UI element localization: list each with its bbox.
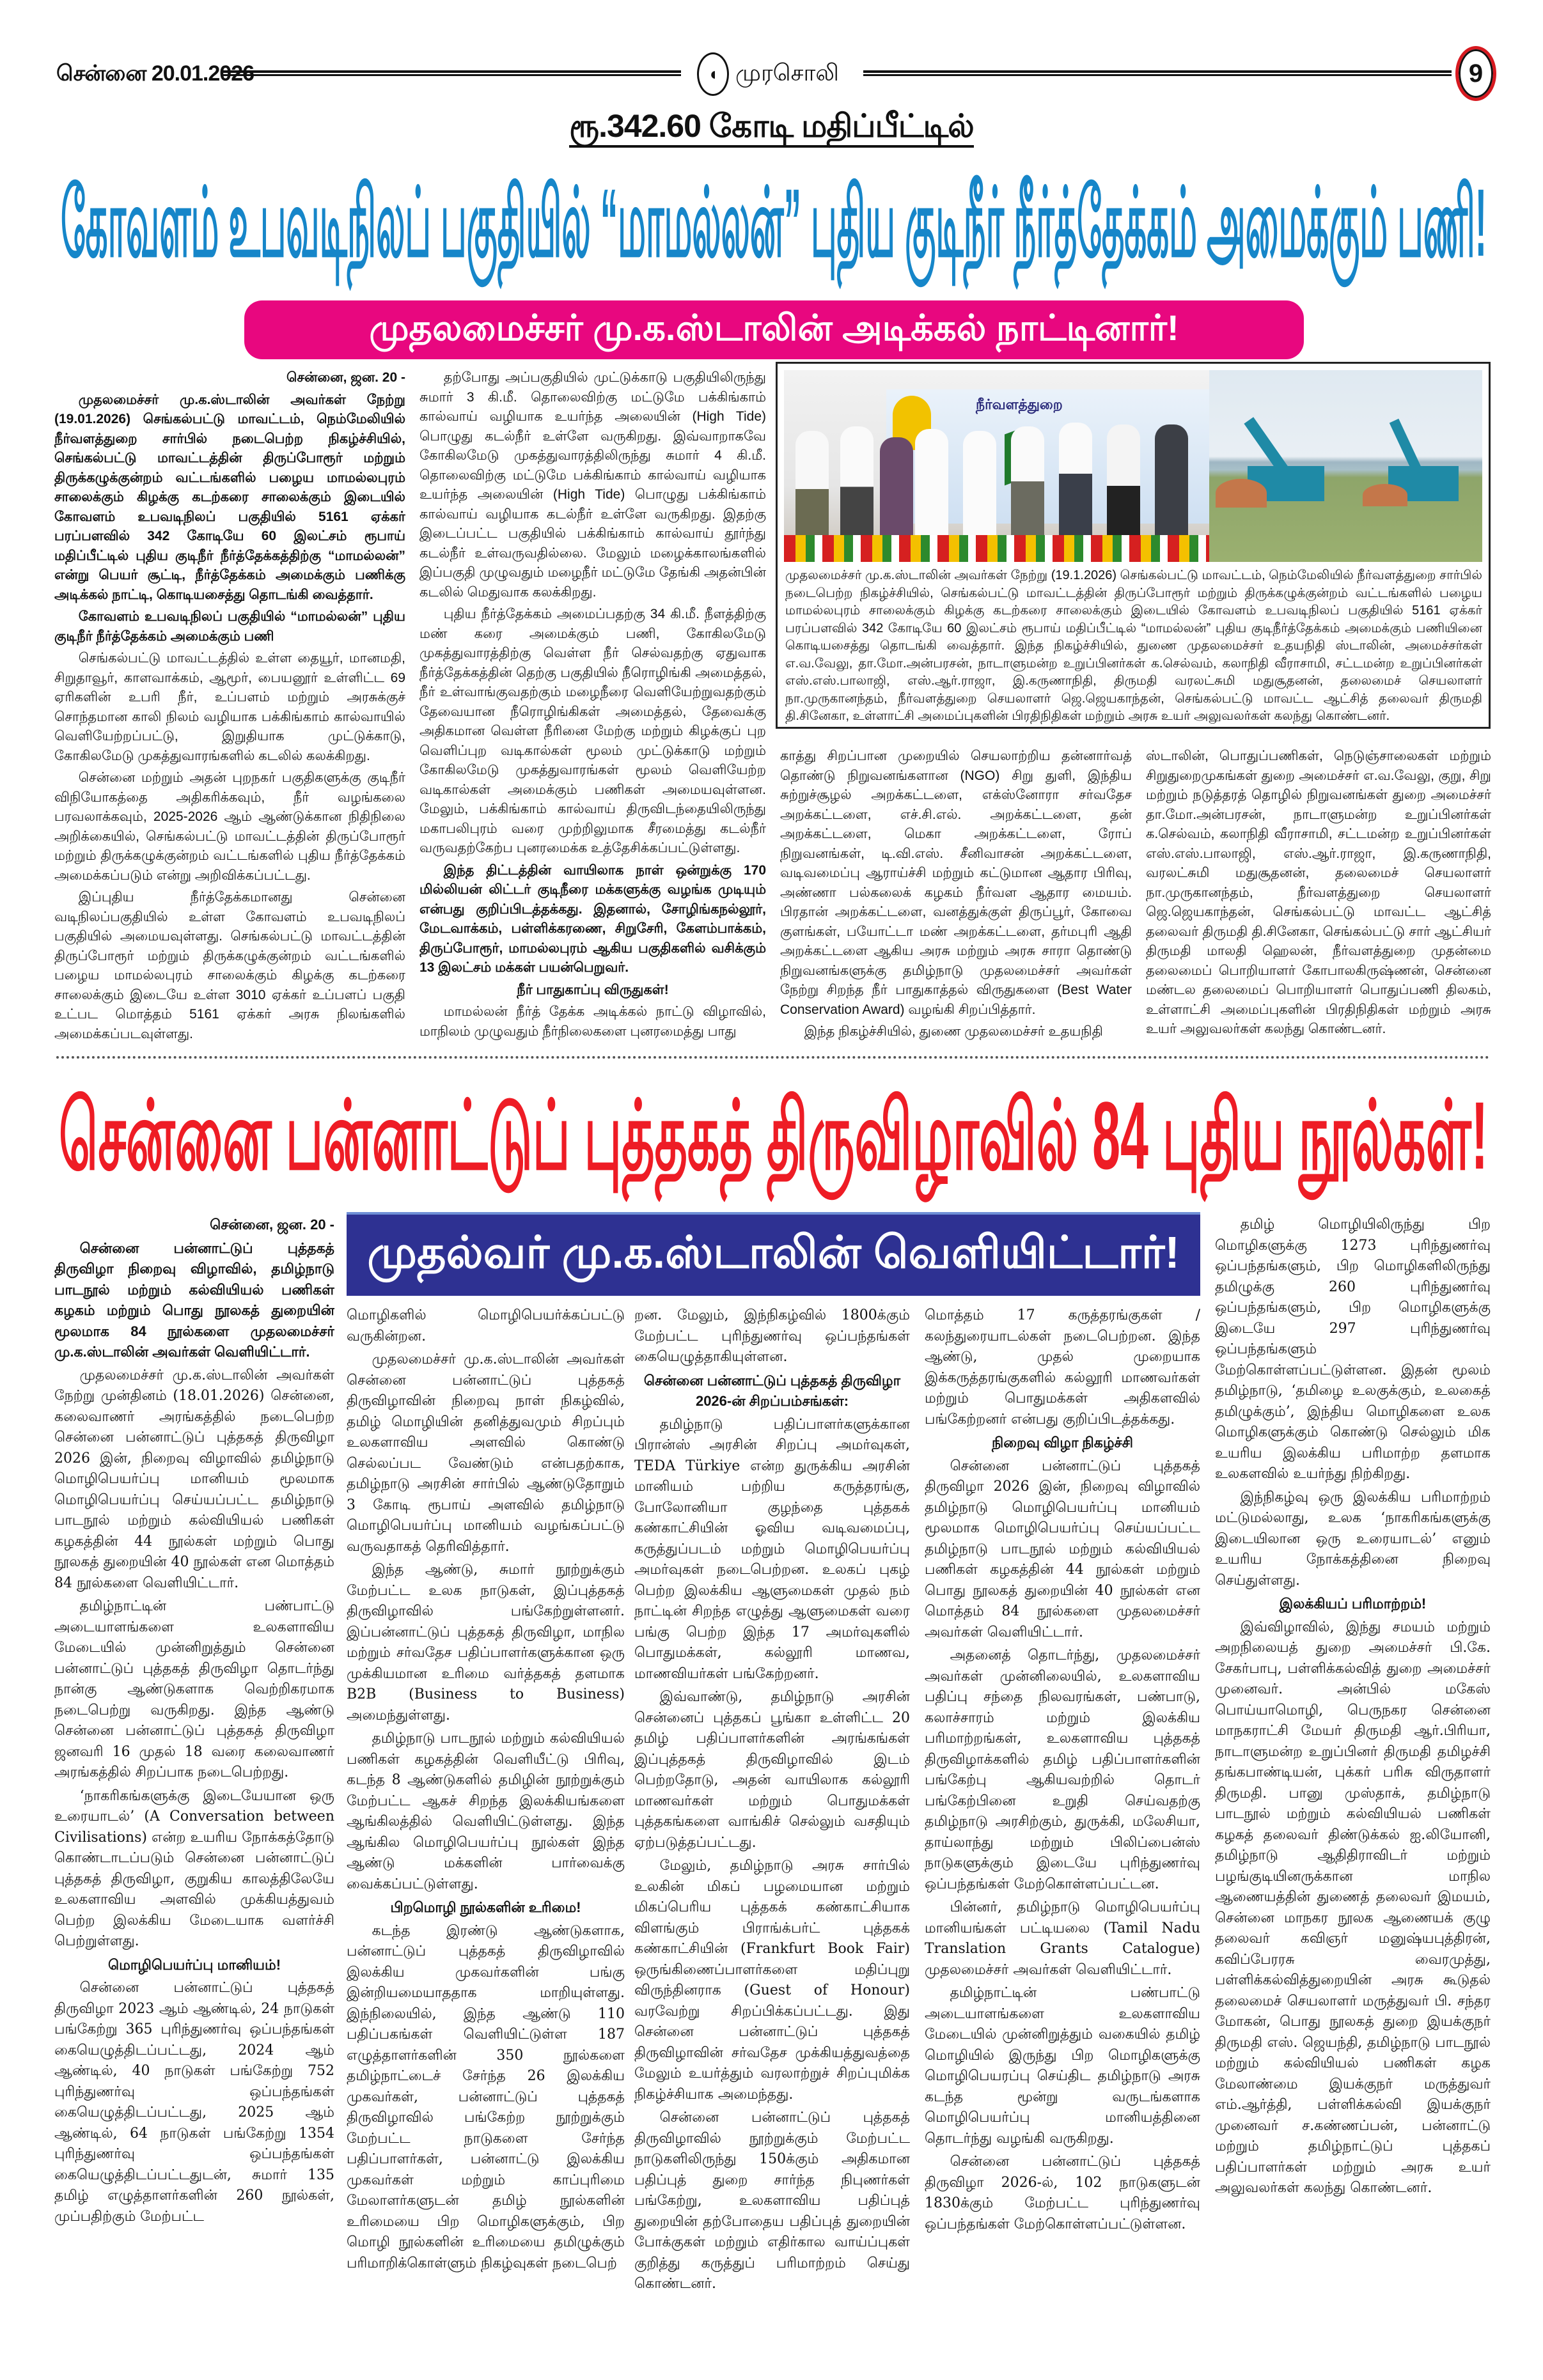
story2-banner [347,1212,1200,1296]
paragraph: முதலமைச்சர் மு.க.ஸ்டாலின் அவர்கள் சென்னை பன்னாட்டுப் புத்தகத் திருவிழாவின் நிறைவு நாள் நிகழ்வில், தமிழ் மொழியின் தனித்துவமும் சிறப்பும் உலகளாவிய அளவில் கொண்டு செல்லப்பட வேண்டும் என்பதற்காக, தமிழ்நாடு அரசின் சார்பில் ஆண்டுதோறும் 3 கோடி ரூபாய் அளவில் தமிழ்நாடு மொழிபெயர்ப்பு மானியம் வழங்கப்பட்டு வருவதாகத் தெரிவித்தார். [347,1351,625,1555]
soil-mound [1216,479,1267,508]
paragraph: தமிழ்நாட்டின் பண்பாட்டு அடையாளங்களை உலகளாவிய மேடையில் முன்னிறுத்தும் வகையில் தமிழ் மொழியில் இருந்து பிற மொழிகளுக்கு மொழிபெயரப்பு செய்திட தமிழ்நாடு அரசு கடந்த மூன்று வருடங்களாக மொழிபெயர்ப்பு மானியத்தினை தொடர்ந்து வழங்கி வருகிறது. [925,1985,1200,2147]
person [915,429,948,536]
soil-mound [1363,484,1407,506]
event-photo [784,370,1482,562]
story1-banner [244,300,1304,359]
excavator-arm [1244,417,1288,473]
headline-text: சென்னை பன்னாட்டுப் புத்தகத் திருவிழாவில் 84 புதிய நூல்கள்! [59,1082,1488,1189]
story1-kicker [0,107,1543,149]
paragraph: சென்னை பன்னாட்டுப் புத்தகத் திருவிழா 2026-ல், 102 நாடுகளுடன் 1830க்கும் மேற்பட்ட புரிந்துணர்வு ஒப்பந்தங்கள் மேற்கொள்ளப்பட்டுள்ளன. [925,2154,1200,2232]
paragraph: இந்த ஆண்டு, சுமார் நூற்றுக்கும் மேற்பட்ட உலக நாடுகள், இப்புத்தகத் திருவிழாவில் பங்கேற்றுள்ளனர். இப்பன்னாட்டுப் புத்தகத் திருவிழா, மாநில மற்றும் சர்வதேச பதிப்பாளர்களுக்கான ஒரு முக்கியமான உரிமை வர்த்தகத் தளமாக B2B (Business to Business) அமைந்துள்ளது. [347,1562,625,1723]
person [1011,426,1044,536]
story2-headline [59,1080,1488,1191]
paragraph: முதலமைச்சர் மு.க.ஸ்டாலின் அவர்கள் நேற்று முன்தினம் (18.01.2026) சென்னை, கலைவாணர் அரங்கத்தில் நடைபெற்ற சென்னை பன்னாட்டுப் புத்தகத் திருவிழா 2026 இன், நிறைவு விழாவில் தமிழ்நாடு மொழிபெயர்ப்பு மானியம் மூலமாக மொழிபெயர்ப்பு செய்யப்பட்ட தமிழ்நாடு பாடநூல் மற்றும் கல்வியியல் பணிகள் கழகத்தின் 44 நூல்கள் மற்றும் பொது நூலகத் துறையின் 40 நூல்கள் என மொத்தம் 84 நூல்களை வெளியிட்டார். [54,1367,334,1591]
person [840,426,873,536]
paragraph: பின்னர், தமிழ்நாடு மொழிபெயர்ப்பு மானியங்கள் பட்டியலை (Tamil Nadu Translation Grants Catalogue) முதலமைச்சர் அவர்கள் வெளியிட்டார். [925,1899,1200,1978]
bold-paragraph: இந்த திட்டத்தின் வாயிலாக நாள் ஒன்றுக்கு 170 மில்லியன் லிட்டர் குடிநீரை மக்களுக்கு வழங்க முடியும் என்பது குறிப்பிடத்தக்கது. இதனால், சோழிங்கநல்லூர், மேடவாக்கம், பள்ளிக்கரணை, சிறுசேரி, கேளம்பாக்கம், திருப்போரூர், மாமல்லபுரம் ஆகிய பகுதிகளில் வசிக்கும் 13 இலட்சம் மக்கள் பயன்பெறுவர். [419,862,766,975]
paragraph-continued: மொழிகளில் மொழிபெயர்க்கப்பட்டு வருகின்றன. [347,1307,625,1344]
paragraph: இந்நிகழ்வு ஒரு இலக்கிய பரிமாற்றம் மட்டுமல்லாது, உலக ‘நாகரிகங்களுக்கு இடையிலான ஒரு உரையாடல்’ எனும் உயரிய நோக்கத்தினை நிறைவு செய்துள்ளது. [1215,1489,1491,1589]
section-divider [56,1056,1490,1059]
paragraph: சென்னை பன்னாட்டுப் புத்தகத் திருவிழா 2026 இன், நிறைவு விழாவில் தமிழ்நாடு மொழிபெயர்ப்பு மானியம் மூலமாக மொழிபெயர்ப்பு செய்யப்பட்ட தமிழ்நாடு பாடநூல் மற்றும் கல்வியியல் பணிகள் கழகத்தின் 44 நூல்கள் மற்றும் பொது நூலகத் துறையின் 40 நூல்கள் என மொத்தம் 84 நூல்களை முதலமைச்சர் அவர்கள் வெளியிட்டார். [925,1458,1200,1640]
article-column [1215,1215,1491,2353]
article-column [1146,747,1491,1054]
story1-headline [61,167,1487,295]
subheading: மொழிபெயர்ப்பு மானியம்! [107,1956,281,1973]
paragraph-continued: காத்து சிறப்பான முறையில் செயலாற்றிய தன்னார்வத் தொண்டு நிறுவனங்களான (NGO) சிறு துளி, இந்திய சுற்றுச்சூழல் அறக்கட்டளை, எக்ஸ்னோரா சர்வதேச அறக்கட்டளை, எச்.சி.எல். அறக்கட்டளை, தன் அறக்கட்டளை, மெகா அறக்கட்டளை, ரோப் நிறுவனங்கள், டி.வி.எஸ். சீனிவாசன் அறக்கட்டளை, வடிவமைப்பு ஆராய்ச்சி மற்றும் கட்டுமான ஆதார பிரிவு, அண்ணா பல்கலைக் கழகம் நீர்வள ஆதார மையம். பிரதான் அறக்கட்டளை, வனத்துக்குள் திருப்பூர், கோவை குளங்கள், பயோட்டா மண் அறக்கட்டளை, தர்மபுரி ஆதி அறக்கட்டளை ஆகிய அரசு மற்றும் அரசு சாரா தொண்டு நிறுவனங்களுக்கு தமிழ்நாடு முதலமைச்சர் அவர்கள் நேற்று சிறந்த நீர் பாதுகாத்தல் விருதுகளை (Best Water Conservation Award) வழங்கி சிறப்பித்தார். [780,749,1132,1017]
person [963,431,996,536]
paragraph: தமிழ் மொழியிலிருந்து பிற மொழிகளுக்கு 1273 புரிந்துணர்வு ஒப்பந்தங்களும், பிற மொழிகளிலிருந்து தமிழுக்கு 260 புரிந்துணர்வு ஒப்பந்தங்களும், பிற மொழிகளுக்கு இடையே 297 புரிந்துணர்வு ஒப்பந்தங்களும் மேற்கொள்ளப்பட்டுள்ளன. இதன் மூலம் தமிழ்நாடு, ‘தமிழை உலகுக்கும், உலகைத் தமிழுக்கும்’, இந்திய மொழிகளை உலக மொழிகளுக்கும் கொண்டு செல்லும் மிக உயரிய இலக்கிய பரிமாற்ற தளமாக உலகளவில் உயர்ந்து நிற்கிறது. [1215,1217,1491,1482]
article-column [54,368,405,1052]
flower-decoration [784,535,1209,562]
paragraph: தமிழ்நாடு பதிப்பாளர்களுக்கான பிரான்ஸ் அரசின் சிறப்பு அமர்வுகள், TEDA Türkiye என்ற துருக்கிய அரசின் மானியம் பற்றிய கருத்தரங்கு, போலோனியா குழந்தை புத்தகக் கண்காட்சியின் ஓவிய வடிவமைப்பு, கருத்துப்படம் மற்றும் மொழிபெயர்ப்பு அமர்வுகள் நடைபெற்றன. உலகப் புகழ் பெற்ற இலக்கிய ஆளுமைகள் முதல் நம் நாட்டின் சிறந்த எழுத்து ஆளுமைகள் வரை பங்கு பெற்ற இந்த 17 அமர்வுகளில் பொதுமக்கள், கல்லூரி மாணவ, மாணவியர்கள் பங்கேற்றனர். [634,1416,910,1682]
article-column [347,1305,625,2354]
article-column [780,747,1132,1054]
paragraph: மேலும், தமிழ்நாடு அரசு சார்பில் உலகின் மிகப் பழமையான மற்றும் மிகப்பெரிய புத்தகக் கண்காட்சியாக விளங்கும் பிராங்க்பர்ட் புத்தகக் கண்காட்சியின் (Frankfurt Book Fair) ஒருங்கிணைப்பாளர்களை மதிப்புறு விருந்தினராக (Guest of Honour) வரவேற்று சிறப்பிக்கப்பட்டது. இது சென்னை பன்னாட்டுப் புத்தகத் திருவிழாவின் சர்வதேச முக்கியத்துவத்தை மேலும் உயர்த்தும் வரலாற்றுச் சிறப்புமிக்க நிகழ்ச்சியாக அமைந்தது. [634,1858,910,2103]
paragraph: தமிழ்நாடு பாடநூல் மற்றும் கல்வியியல் பணிகள் கழகத்தின் வெளியீட்டு பிரிவு, கடந்த 8 ஆண்டுகளில் தமிழின் நூற்றுக்கும் மேற்பட்ட ஆகச் சிறந்த இலக்கியங்களை ஆங்கிலத்தில் வெளியிட்டுள்ளது. இந்த ஆங்கில மொழிபெயர்ப்பு நூல்கள் இந்த ஆண்டு மக்களின் பார்வைக்கு வைக்கப்பட்டுள்ளது. [347,1731,625,1892]
subheading: நீர் பாதுகாப்பு விருதுகள்! [517,982,669,997]
paragraph: இவ்விழாவில், இந்து சமயம் மற்றும் அறநிலையத் துறை அமைச்சர் பி.கே. சேகர்பாபு, பள்ளிக்கல்வித் துறை அமைச்சர் முனைவர். அன்பில் மகேஸ் பொய்யாமொழி, பெருநகர சென்னை மாநகராட்சி மேயர் திருமதி ஆர்.பிரியா, நாடாளுமன்ற உறுப்பினர் திருமதி தமிழச்சி தங்கபாண்டியன், புக்கர் பரிசு விருதாளர் திருமதி. பானு முஸ்தாக், தமிழ்நாடு பாடநூல் மற்றும் கல்வியியல் பணிகள் கழகத் தலைவர் திண்டுக்கல் ஐ.லியோனி, தமிழ்நாடு ஆதிதிராவிடர் மற்றும் பழங்குடியினருக்கான மாநில ஆணையத்தின் துணைத் தலைவர் இமயம், சென்னை மாநகர நூலக ஆணையக் குழு தலைவர் கவிஞர் மனுஷ்யபுத்திரன், கவிப்பேரரசு வைரமுத்து, பள்ளிக்கல்வித்துறையின் அரசு கூடுதல் தலைமைச் செயலாளர் மருத்துவர் பி. சந்தர மோகன், பொது நூலகத் துறை இயக்குநர் திருமதி எஸ். ஜெயந்தி, தமிழ்நாடு பாடநூல் மற்றும் கல்வியியல் பணிகள் கழக மேலாண்மை இயக்குநர் மருத்துவர் எம்.ஆர்த்தி, பள்ளிக்கல்வி இயக்குநர் முனைவர் ச.கண்ணப்பன், பன்னாட்டு மற்றும் தமிழ்நாட்டுப் புத்தகப் பதிப்பாளர்கள் மற்றும் அரசு உயர் அலுவலர்கள் கலந்து கொண்டனர். [1215,1619,1491,2196]
person [1107,424,1140,536]
paragraph-continued: மொத்தம் 17 கருத்தரங்குகள் / கலந்துரையாடல்கள் நடைபெற்றன. இந்த ஆண்டு, முதல் முறையாக இக்கருத்தரங்குகளில் கல்லூரி மாணவர்கள் மற்றும் பொதுமக்கள் அதிகளவில் பங்கேற்றனர் என்பது குறிப்பிடத்தக்கது. [925,1307,1200,1427]
page-number: 9 [1455,46,1496,101]
lead-paragraph: முதலமைச்சர் மு.க.ஸ்டாலின் அவர்கள் நேற்று (19.01.2026) செங்கல்பட்டு மாவட்டம், நெம்மேலியில் நீர்வளத்துறை சார்பில் நடைபெற்ற நிகழ்ச்சியில், செங்கல்பட்டு மாவட்டத்தின் திருப்போரூர் மற்றும் திருக்கழுக்குன்றம் வட்டங்களில் பழைய மாமல்லபுரம் சாலைக்கும் கிழக்கு கடற்கரை சாலைக்கும் இடையில் கோவளம் உபவடிநிலப் பகுதியில் 5161 ஏக்கர் பரப்பளவில் 342 கோடியே 60 இலட்சம் ரூபாய் மதிப்பீட்டில் புதிய குடிநீர் நீர்த்தேக்கத்திற்கு “மாமல்லன்” என்று பெயர் சூட்டி, நீர்த்தேக்கம் அமைக்கும் பணிக்கு அடிக்கல் நாட்டி, கொடியசைத்து தொடங்கி வைத்தார். [54,392,405,602]
subheading: இலக்கியப் பரிமாற்றம்! [1279,1596,1427,1612]
banner-text: முதல்வர் மு.க.ஸ்டாலின் வெளியிட்டார்! [367,1227,1180,1277]
photo-with-caption [776,362,1491,729]
paragraph: கடந்த இரண்டு ஆண்டுகளாக, பன்னாட்டுப் புத்தகத் திருவிழாவில் இலக்கிய முகவர்களின் பங்கு இன்றியமையாததாக மாறியுள்ளது. இந்நிலையில், இந்த ஆண்டு 110 பதிப்பகங்கள் வெளியிட்டுள்ள 187 எழுத்தாளர்களின் 350 நூல்களை தமிழ்நாட்டைச் சேர்ந்த 26 இலக்கிய முகவர்கள், பன்னாட்டுப் புத்தகத் திருவிழாவில் பங்கேற்ற நூற்றுக்கும் மேற்பட்ட நாடுகளை சேர்ந்த பதிப்பாளர்கள், பன்னாட்டு இலக்கிய முகவர்கள் மற்றும் காப்புரிமை மேலாளர்களுடன் தமிழ் நூல்களின் உரிமையை பிற மொழிகளுக்கும், பிற மொழி நூல்களின் உரிமையை தமிழுக்கும் பரிமாறிக்கொள்ளும் நிகழ்வுகள் நடைபெற் [347,1922,625,2271]
paragraph: இவ்வாண்டு, தமிழ்நாடு அரசின் சென்னைப் புத்தகப் பூங்கா உள்ளிட்ட 20 தமிழ் பதிப்பாளர்களின் அரங்கங்கள் இப்புத்தகத் திருவிழாவில் இடம் பெற்றதோடு, அதன் வாயிலாக கல்லூரி மாணவர்கள் மற்றும் பொதுமக்கள் புத்தகங்களை வாங்கிச் செல்லும் வசதியும் ஏற்படுத்தப்பட்டது. [634,1689,910,1851]
kicker-text: ரூ.342.60 கோடி மதிப்பீட்டில் [569,108,974,148]
paragraph: செங்கல்பட்டு மாவட்டத்தில் உள்ள தையூர், மானமதி, சிறுதாவூர், காளவாக்கம், ஆமூர், பையனூர் உள்ளிட்ட 69 ஏரிகளின் உபரி நீர், உப்பளம் மற்றும் அரசுக்குச் சொந்தமான காலி நிலம் வழியாக பக்கிங்காம் கால்வாயில் வெளியேற்றப்பட்டு, இறுதியாக முட்டுக்காடு, கோகிலமேடு முகத்துவாரங்களில் கடலில் கலக்கிறது. [54,651,405,763]
person [795,431,829,536]
paragraph: தற்போது அப்பகுதியில் முட்டுக்காடு பகுதியிலிருந்து சுமார் 3 கி.மீ. தொலைவிற்கு மட்டுமே பக்கிங்காம் கால்வாய் வழியாக உயர்ந்த அலையின் (High Tide) பொழுது கடல்நீர் உள்ளே வருகிறது. இவ்வாறாகவே கோகிலமேடு முகத்துவாரத்திலிருந்து சுமார் 4 கி.மீ. தொலைவிற்கு மட்டுமே பக்கிங்காம் கால்வாய் வழியாக உயர்ந்த அலையின் (High Tide) பொழுது பக்கிங்காம் கால்வாய் வழியாக கடல்நீர் உள்ளே வருகிறது. இதற்கு இடைப்பட்ட பகுதியில் பக்கிங்காம் கால்வாய் தூர்ந்து கடல்நீர் உள்வருவதில்லை. மேலும் மழைக்காலங்களில் இப்பகுதி முழுவதும் மழைநீர் மட்டுமே தேங்கி அதன்பின் கடலில் மெதுவாக கலக்கிறது. [419,370,766,600]
paragraph: ‘நாகரிகங்களுக்கு இடையேயான ஒரு உரையாடல்’ (A Conversation between Civilisations) என்ற உயரிய நோக்கத்தோடு கொண்டாடப்படும் சென்னை பன்னாட்டுப் புத்தகத் திருவிழா, குறுகிய காலத்திலேயே உலகளாவிய அளவில் முக்கியத்துவம் பெற்ற இலக்கிய மேடையாக வளர்ச்சி பெற்றுள்ளது. [54,1787,334,1949]
foundation-ceremony-photo [784,370,1209,562]
paragraph: இப்புதிய நீர்த்தேக்கமானது சென்னை வடிநிலப்பகுதியில் உள்ள கோவளம் உபவடிநிலப் பகுதியில் அமையவுள்ளது. செங்கல்பட்டு மாவட்டத்தின் திருப்போரூர் மற்றும் திருக்கழுக்குன்றம் வட்டங்களில் பழைய மாமல்லபுரம் சாலைக்கும் கிழக்கு கடற்கரை சாலைக்கும் இடையே உள்ள 3010 ஏக்கர் உப்பளப் பகுதி உட்பட மொத்தம் 5161 ஏக்கர் அரசு நிலங்களில் அமைக்கப்படவுள்ளது. [54,890,405,1041]
paragraph: தமிழ்நாட்டின் பண்பாட்டு அடையாளங்களை உலகளாவிய மேடையில் முன்னிறுத்தும் சென்னை பன்னாட்டுப் புத்தகத் திருவிழா தொடர்ந்து நான்கு ஆண்டுகளாக வெற்றிகரமாக நடைபெற்று வருகிறது. இந்த ஆண்டு சென்னை பன்னாட்டுப் புத்தகத் திருவிழா ஜனவரி 16 முதல் 18 வரை கலைவாணர் அரங்கத்தில் சிறப்பாக நடைபெற்றது. [54,1598,334,1780]
paragraph: புதிய நீர்த்தேக்கம் அமைப்பதற்கு 34 கி.மீ. நீளத்திற்கு மண் கரை அமைக்கும் பணி, கோகிலமேடு முகத்துவாரத்திற்கு வெள்ள நீர் செல்வதற்கு ஏதுவாக நீர்த்தேக்கத்தின் தெற்கு பகுதியில் நீரொழிங்கி அமைத்தல், நீர் உள்வாங்குவதற்கும் மழைநீரை வெளியேற்றுவதற்கும் தேவையான நீரொழிங்கிகள் அமைத்தல், தேவைக்கு அதிகமான வெள்ள நீரினை மேற்கு மற்றும் கிழக்குப் புற வெளிப்புற வடிகால்கள் மூலம் முட்டுக்காடு மற்றும் கோகிலமேடு முகத்துவாரங்கள் மூலம் வெளியேற்ற வடிகால்கள் அமைக்கும் பணிகள் அமையவுள்ளன. மேலும், பக்கிங்காம் கால்வாய் திருவிடந்தையிலிருந்து மகாபலிபுரம் வரை முற்றிலுமாக சீரமைத்து கடல்நீர் வருவதற்கேற்ப புனரமைக்க உத்தேசிக்கப்பட்டுள்ளது. [419,607,766,855]
headline-text: கோவளம் உபவடிநிலப் பகுதியில் “மாமல்லன்” புதிய குடிநீர் நீர்த்தேக்கம் அமைக்கும் பணி! [61,169,1487,276]
article-column [925,1305,1200,2354]
header-rule [221,70,681,76]
paragraph: மாமல்லன் நீர்த் தேக்க அடிக்கல் நாட்டு விழாவில், மாநிலம் முழுவதும் நீர்நிலைகளை புனரமைத்து பாது [419,1004,766,1039]
masthead-logo [697,52,839,96]
article-column [419,368,766,1052]
subheading: நிறைவு விழா நிகழ்ச்சி [992,1435,1133,1451]
lead-paragraph: கோவளம் உபவடிநிலப் பகுதியில் “மாமல்லன்” புதிய குடிநீர் நீர்த்தேக்கம் அமைக்கும் பணி [54,609,405,644]
photo-caption: முதலமைச்சர் மு.க.ஸ்டாலின் அவர்கள் நேற்று (19.1.2026) செங்கல்பட்டு மாவட்டம், நெம்மேலியில் நீர்வளத்துறை சார்பில் நடைபெற்ற நிகழ்ச்சியில், செங்கல்பட்டு மாவட்டத்தின் திருப்போரூர் மற்றும் திருக்கழுக்குன்றம் வட்டங்களில் பழைய மாமல்லபுரம் சாலைக்கும் கிழக்கு கடற்கரை சாலைக்கும் இடையில் கோவளம் உபவடிநிலப் பகுதியில் 5161 ஏக்கர் பரப்பளவில் 342 கோடியே 60 இலட்சம் ரூபாய் மதிப்பீட்டில் “மாமல்லன்” புதிய குடிநீர்த்தேக்கம் அமைக்கும் பணியினை கொடியசைத்து தொடங்கி வைத்தார். இந்த நிகழ்ச்சியில், துணை முதலமைச்சர் உதயநிதி ஸ்டாலின், அமைச்சர்கள் எ.வ.வேலு, தா.மோ.அன்பரசன், நாடாளுமன்ற உறுப்பினர்கள் க.செல்வம், கலாநிதி வீராசாமி, சட்டமன்ற உறுப்பினர்கள் எஸ்.எஸ்.பாலாஜி, எஸ்.ஆர்.ராஜா, இ.கருணாநிதி, திருமதி வரலட்சுமி மதுசூதனன், தலைமைச் செயலாளர் நா.முருகானந்தம், நீர்வளத்துறை செயலாளர் ஜெ.ஜெயகாந்தன், செங்கல்பட்டு மாவட்ட ஆட்சித் தலைவர் திருமதி தி.சினேகா, உள்ளாட்சி அமைப்புகளின் பிரதிநிதிகள் மற்றும் அரசு உயர் அலுவலர்கள் கலந்து கொண்டனர். [785,568,1483,723]
paragraph: அதனைத் தொடர்ந்து, முதலமைச்சர் அவர்கள் முன்னிலையில், உலகளாவிய பதிப்பு சந்தை நிலவரங்கள், பண்பாடு, கலாச்சாரம் மற்றும் இலக்கிய பரிமாற்றங்கள், உலகளாவிய புத்தகத் திருவிழாக்களில் தமிழ் பதிப்பாளர்களின் பங்கேற்பு ஆகியவற்றில் தொடர் பங்கேற்பினை உறுதி செய்வதற்கு தமிழ்நாடு அரசிற்கும், துருக்கி, மலேசியா, தாய்லாந்து மற்றும் பிலிப்பைன்ஸ் நாடுகளுக்கும் இடையே புரிந்துணர்வு ஒப்பந்தங்கள் மேற்கொள்ளப்பட்டன. [925,1647,1200,1892]
paper-name: முரசொலி [735,59,839,86]
construction-site-photo [1209,370,1482,562]
person [1059,423,1092,536]
lead-paragraph: சென்னை பன்னாட்டுப் புத்தகத் திருவிழா நிறைவு விழாவில், தமிழ்நாடு பாடநூல் மற்றும் கல்வியியல் பணிகள் கழகம் மற்றும் பொது நூலகத் துறையின் மூலமாக 84 நூல்களை முதலமைச்சர் மு.க.ஸ்டாலின் அவர்கள் வெளியிட்டார். [54,1240,334,1360]
article-column [54,1215,334,2353]
drum-emblem-icon: ◖ [697,52,729,96]
dateline: சென்னை, ஜன. 20 - [286,370,405,385]
paragraph-continued: ஸ்டாலின், பொதுப்பணிகள், நெடுஞ்சாலைகள் மற்றும் சிறுதுறைமுகங்கள் துறை அமைச்சர் எ.வ.வேலு, குறு, சிறு மற்றும் நடுத்தரத் தொழில் நிறுவனங்கள் துறை அமைச்சர் தா.மோ.அன்பரசன், நாடாளுமன்ற உறுப்பினர்கள் க.செல்வம், கலாநிதி வீராசாமி, சட்டமன்ற உறுப்பினர்கள் எஸ்.எஸ்.பாலாஜி, எஸ்.ஆர்.ராஜா, இ.கருணாநிதி, வரலட்சுமி மதுசூதனன், தலைமைச் செயலாளர் நா.முருகானந்தம், நீர்வளத்துறை செயலாளர் ஜெ.ஜெயகாந்தன், செங்கல்பட்டு மாவட்ட ஆட்சித் தலைவர் திருமதி தி.சினேகா, செங்கல்பட்டு சார் ஆட்சியர் திருமதி மாலதி ஹெலன், நீர்வளத்துறை முதன்மை தலைமைப் பொறியாளர் கோபாலகிருஷ்ணன், சென்னை மண்டல தலைமைப் பொறியாளர் பொதுப்பணி திலகம், உள்ளாட்சி அமைப்புகளின் பிரதிநிதிகள் மற்றும் அரசு உயர் அலுவலர்கள் கலந்து கொண்டனர். [1146,749,1491,1036]
banner-text: முதலமைச்சர் மு.க.ஸ்டாலின் அடிக்கல் நாட்டினார்! [369,307,1179,348]
dateline: சென்னை, ஜன. 20 - [210,1217,334,1233]
paragraph: சென்னை பன்னாட்டுப் புத்தகத் திருவிழாவில் நூற்றுக்கும் மேற்பட்ட நாடுகளிலிருந்து 150க்கும் அதிகமான பதிப்புத் துறை சார்ந்த நிபுணர்கள் பங்கேற்று, உலகளாவிய பதிப்புத் துறையின் தற்போதைய பதிப்புத் துறையின் போக்குகள் மற்றும் எதிர்கால வாய்ப்புகள் குறித்து கருத்துப் பரிமாற்றம் செய்து கொண்டனர். [634,2110,910,2292]
paragraph: சென்னை மற்றும் அதன் புறநகர் பகுதிகளுக்கு குடிநீர் விநியோகத்தை அதிகரிக்கவும், நீர் வழங்கலை பரவலாக்கவும், 2025-2026 ஆம் ஆண்டுக்கான நிதிநிலை அறிக்கையில், செங்கல்பட்டு மாவட்டத்தின் திருப்போரூர் மற்றும் திருக்கழுக்குன்றம் வட்டங்களில் புதிய நீர்த்தேக்கம் அமைக்கப்படும் என்று அறிவிக்கப்பட்டது. [54,770,405,883]
backdrop-text: நீர்வளத்துறை [976,396,1063,412]
header-rule [863,70,1452,76]
article-column [634,1305,910,2354]
person [1155,424,1188,536]
subheading: சென்னை பன்னாட்டுப் புத்தகத் திருவிழா 2026-ன் சிறப்பம்சங்கள்: [643,1372,901,1409]
paragraph: சென்னை பன்னாட்டுப் புத்தகத் திருவிழா 2023 ஆம் ஆண்டில், 24 நாடுகள் பங்கேற்று 365 புரிந்துணர்வு ஒப்பந்தங்கள் கையெழுத்திடப்பட்டது, 2024 ஆம் ஆண்டில், 40 நாடுகள் பங்கேற்று 752 புரிந்துணர்வு ஒப்பந்தங்கள் கையெழுத்திடப்பட்டது, 2025 ஆம் ஆண்டில், 64 நாடுகள் பங்கேற்று 1354 புரிந்துணர்வு ஒப்பந்தங்கள் கையெழுத்திடப்பட்டதுடன், சுமார் 135 தமிழ் எழுத்தாளர்களின் 260 நூல்கள், முப்பதிற்கும் மேற்பட்ட [54,1980,334,2225]
issue-dateline: சென்னை 20.01.2026 [56,61,255,86]
person [880,437,913,536]
subheading: பிறமொழி நூல்களின் உரிமை! [390,1899,581,1915]
paragraph-continued: றன. மேலும், இந்நிகழ்வில் 1800க்கும் மேற்பட்ட புரிந்துணர்வு ஒப்பந்தங்கள் கையெழுத்தாகியுள்ளன. [634,1307,910,1365]
paragraph: இந்த நிகழ்ச்சியில், துணை முதலமைச்சர் உதயநிதி [804,1024,1103,1039]
